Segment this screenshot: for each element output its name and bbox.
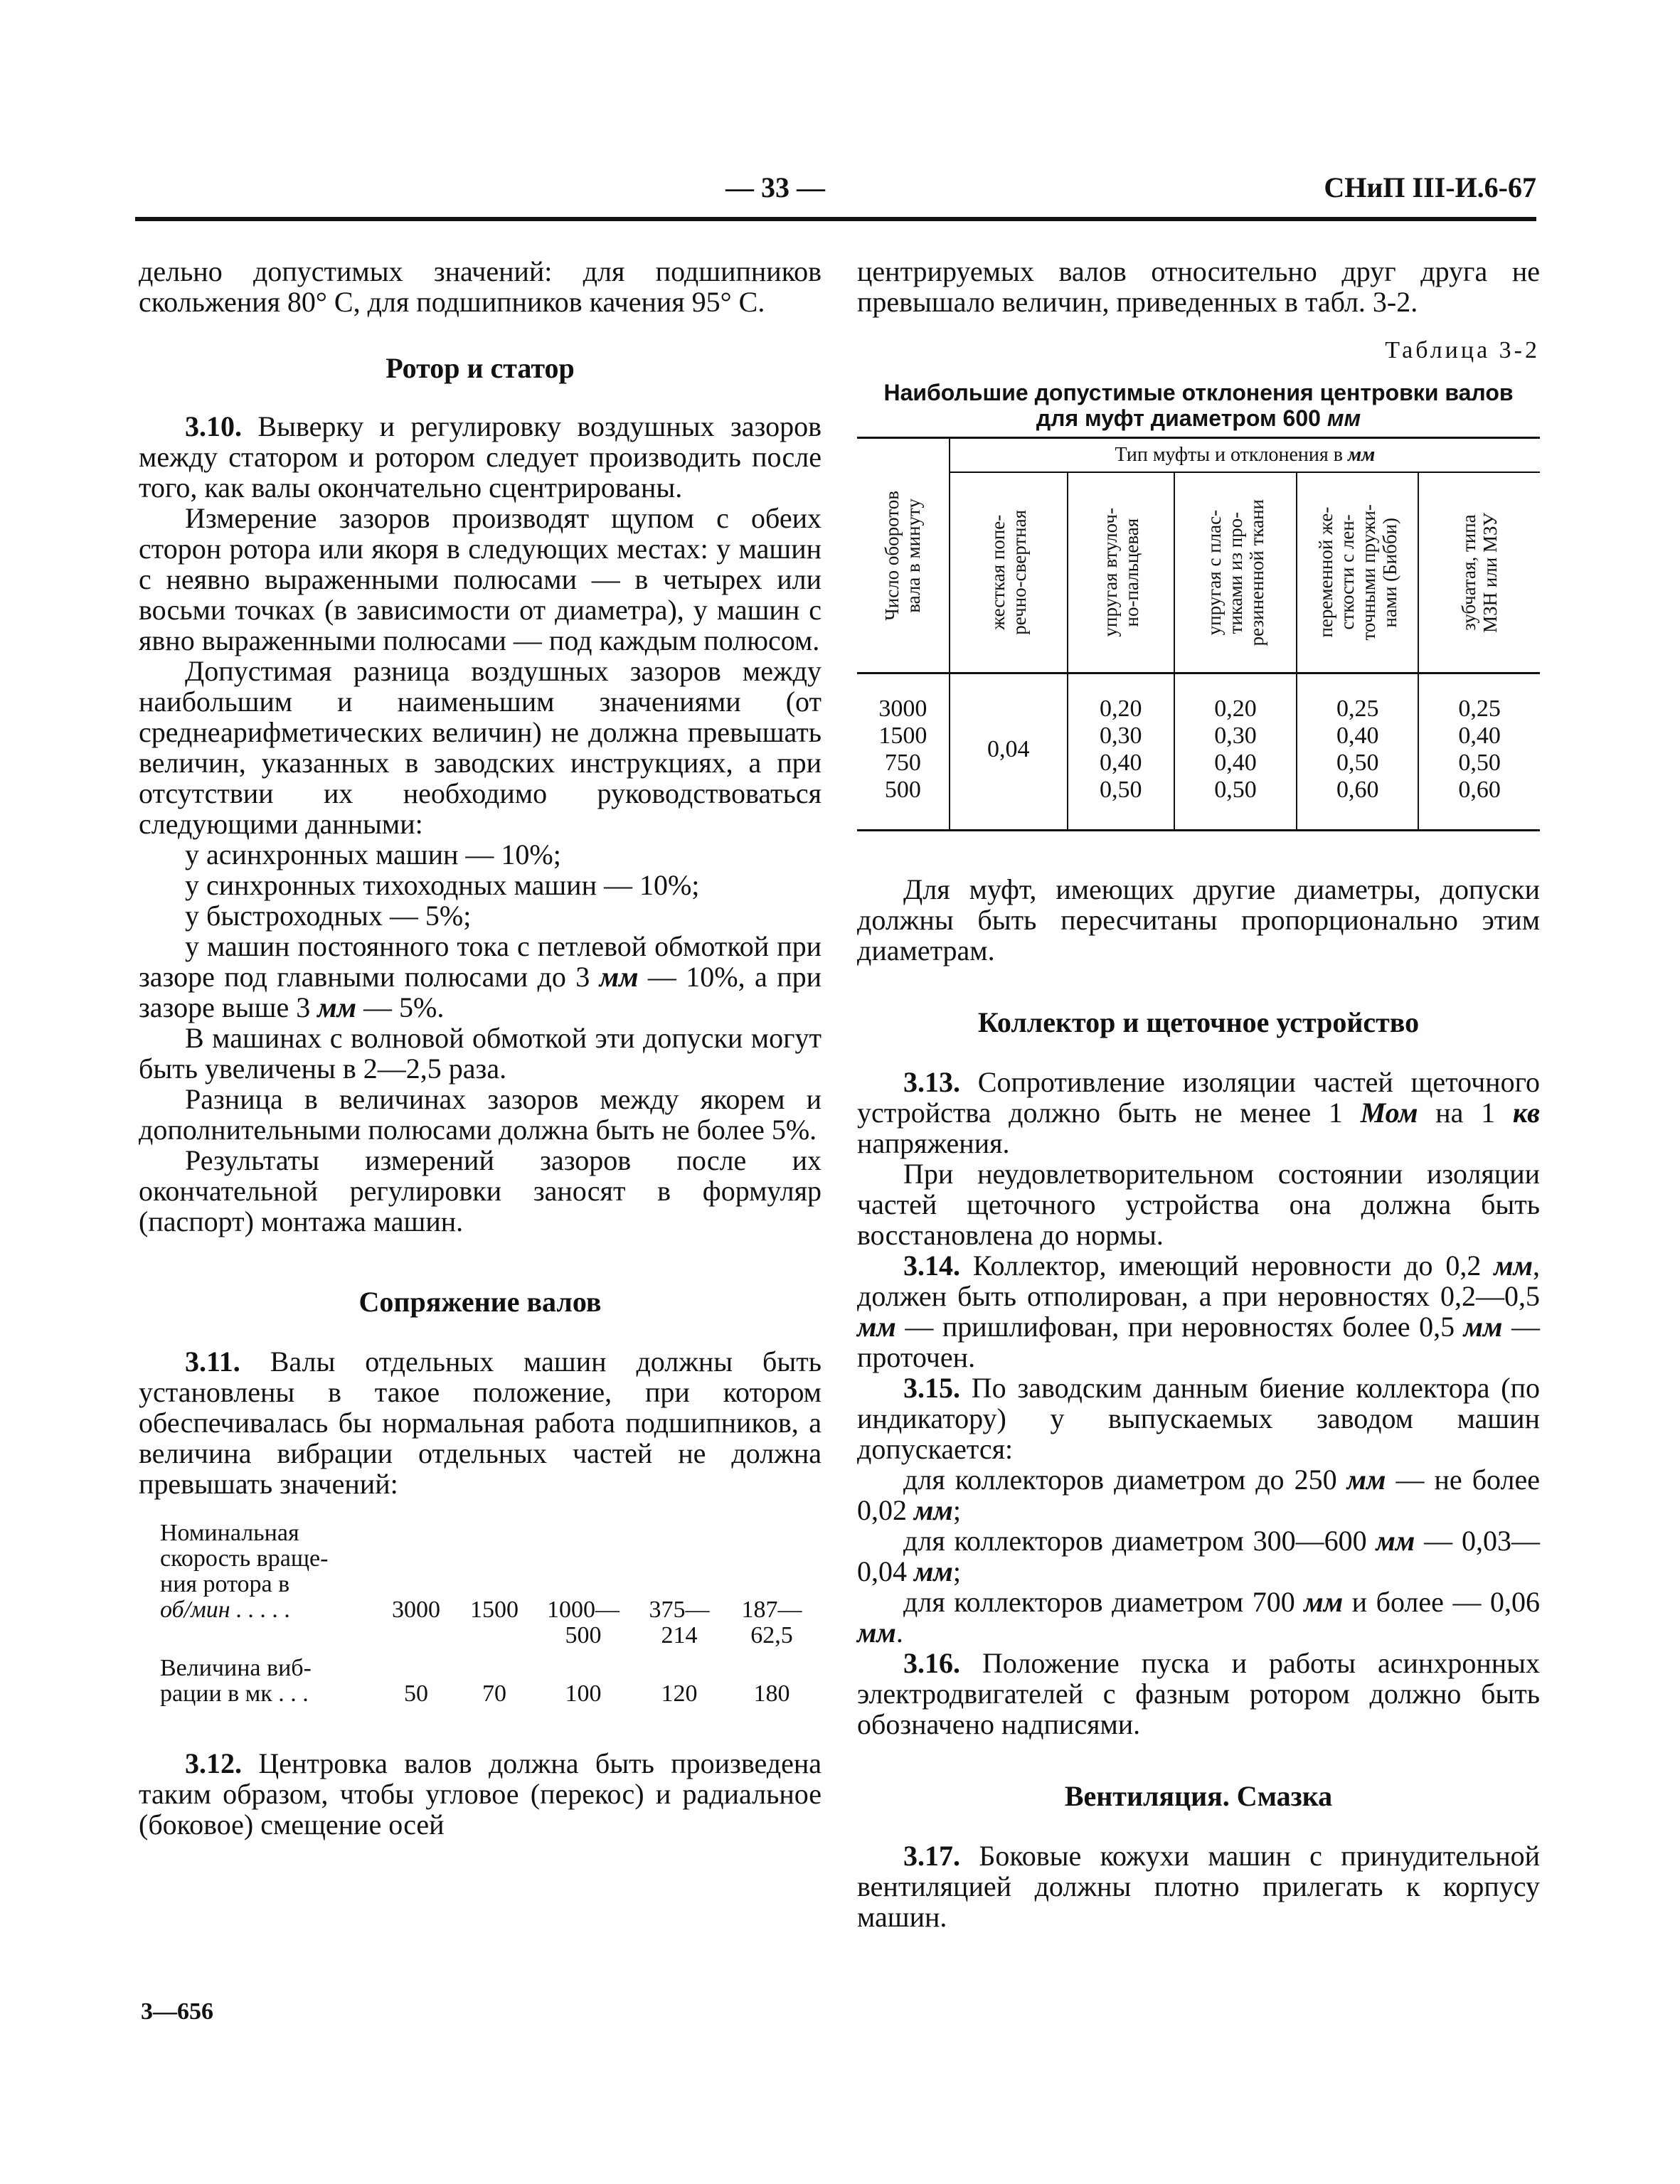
vibration-value: 50 xyxy=(404,1680,428,1707)
speed-value: 1500 xyxy=(470,1597,519,1623)
table-group-header: Тип муфты и отклонения в мм xyxy=(950,438,1540,473)
speed-value: 375— xyxy=(649,1597,710,1623)
list-item: для коллекторов диаметром до 250 мм — не более 0,02 мм; xyxy=(857,1464,1540,1526)
vibration-table xyxy=(139,1520,822,1720)
list-item: для коллекторов диаметром 300—600 мм — 0,03—0,04 мм; xyxy=(857,1525,1541,1587)
clause-3-11: 3.11. Валы отдельных машин должны быть установлены в такое положение, при котором обеспечивалась бы нормальная работа подшипников, а величина вибрации отдельных частей не должна превышать значений: xyxy=(139,1346,822,1500)
vibration-value: 70 xyxy=(482,1680,506,1707)
table-cell-rigid: 0,04 xyxy=(950,673,1068,831)
paragraph: дельно допустимых значений: для подшипников скольжения 80° С, для подшипников качения 95° С. xyxy=(139,255,822,318)
table-cell-bibby: 0,25 0,40 0,50 0,60 xyxy=(1297,673,1418,831)
table-header-col: упругая с плас- тиками из про- резиненной ткани xyxy=(1174,472,1297,673)
page-number: — 33 — xyxy=(725,171,825,203)
clause-3-12: 3.12. Центровка валов должна быть произведена таким образом, чтобы угловое (перекос) и радиальное (боковое) смещение осей xyxy=(139,1747,822,1841)
document-code: СНиП III-И.6-67 xyxy=(1324,171,1536,203)
section-heading-collector: Коллектор и щеточное устройство xyxy=(977,1006,1420,1038)
paragraph: Разница в величинах зазоров между якорем и дополнительными полюсами должна быть не более 5%. xyxy=(139,1083,822,1146)
clause-3-13: 3.13. Сопротивление изоляции частей щеточного устройства должно быть не менее 1 Мом на 1 кв напряжения. xyxy=(857,1066,1540,1159)
table-header-rpm: Число оборотов вала в минуту xyxy=(857,438,950,673)
clause-3-14: 3.14. Коллектор, имеющий неровности до 0,2 мм, должен быть отполирован, а при неровностях 0,2—0,5 мм — пришлифован, при неровностях более 0,5 мм — проточен. xyxy=(857,1250,1541,1373)
table-cell-rpm: 3000 1500 750 500 xyxy=(857,673,950,831)
left-column xyxy=(139,256,822,1840)
list-item: для коллекторов диаметром 700 мм и более — 0,06 мм. xyxy=(857,1586,1540,1648)
speed-label: Номинальная скорость враще- ния ротора в об/мин . . . . . xyxy=(160,1520,329,1623)
table-title: Наибольшие допустимые отклонения центровки валов для муфт диаметром 600 мм xyxy=(883,380,1514,431)
paragraph: центрируемых валов относительно друг друга не превышало величин, приведенных в табл. 3-2. xyxy=(857,255,1540,318)
paragraph: В машинах с волновой обмоткой эти допуски могут быть увеличены в 2—2,5 раза. xyxy=(139,1022,822,1085)
section-heading-ventilation: Вентиляция. Смазка xyxy=(1064,1780,1333,1812)
table-cell-rubber: 0,20 0,30 0,40 0,50 xyxy=(1174,673,1297,831)
speed-value: 500 xyxy=(565,1622,602,1648)
vibration-value: 120 xyxy=(661,1680,698,1707)
list-item: у быстроходных — 5%; xyxy=(185,900,472,932)
speed-value: 214 xyxy=(661,1622,698,1648)
right-column xyxy=(857,256,1540,1932)
paragraph: При неудовлетворительном состоянии изоляции частей щеточного устройства она должна быть восстановлена до нормы. xyxy=(857,1158,1540,1251)
speed-value: 187— xyxy=(741,1597,802,1623)
clause-3-10: 3.10. Выверку и регулировку воздушных зазоров между статором и ротором следует производить после того, как валы окончательно сцентрированы. xyxy=(139,410,822,504)
list-item: у синхронных тихоходных машин — 10%; xyxy=(185,869,700,901)
list-item: у машин постоянного тока с петлевой обмоткой при зазоре под главными полюсами до 3 мм — 10%, а при зазоре выше 3 мм — 5%. xyxy=(139,930,822,1023)
speed-value: 3000 xyxy=(392,1597,440,1623)
paragraph: Допустимая разница воздушных зазоров между наибольшим и наименьшим значениями (от среднеарифметических величин) не должна превышать величин, указанных в заводских инструкциях, а при отсутствии их необходимо руководствоваться следующими данными: xyxy=(139,655,822,840)
vibration-label: Величина виб- рации в мк . . . xyxy=(160,1655,312,1707)
table-header-col: упругая втулоч- но-пальцевая xyxy=(1068,472,1174,673)
clause-3-15: 3.15. По заводским данным биение коллектора (по индикатору) у выпускаемых заводом машин допускается: xyxy=(857,1372,1540,1465)
signature-mark: 3—656 xyxy=(141,1998,213,2025)
table-header-col: зубчатая, типа МЗН или МЗУ xyxy=(1418,472,1540,673)
table-cell-bushing: 0,20 0,30 0,40 0,50 xyxy=(1068,673,1174,831)
vibration-value: 100 xyxy=(565,1680,602,1707)
clause-3-16: 3.16. Положение пуска и работы асинхронных электродвигателей с фазным ротором должно быть обозначено надписями. xyxy=(857,1647,1540,1740)
table-header-col: жесткая попе- речно-свертная xyxy=(950,472,1068,673)
table-header-col: переменной же- сткости с лен- точными пружи- нами (Бибби) xyxy=(1297,472,1418,673)
header-rule xyxy=(135,217,1536,221)
table-cell-gear: 0,25 0,40 0,50 0,60 xyxy=(1418,673,1540,831)
vibration-value: 180 xyxy=(753,1680,790,1707)
speed-value: 1000— xyxy=(547,1597,620,1623)
paragraph: Результаты измерений зазоров после их окончательной регулировки заносят в формуляр (паспорт) монтажа машин. xyxy=(139,1144,822,1237)
alignment-table xyxy=(857,437,1540,831)
table-caption: Таблица 3-2 xyxy=(1385,337,1540,363)
clause-3-17: 3.17. Боковые кожухи машин с принудительной вентиляцией должны плотно прилегать к корпусу машин. xyxy=(857,1840,1540,1933)
page-header xyxy=(135,171,1536,213)
section-heading-rotor: Ротор и статор xyxy=(386,352,575,384)
list-item: у асинхронных машин — 10%; xyxy=(185,838,561,870)
speed-value: 62,5 xyxy=(750,1622,793,1648)
section-heading-shafts: Сопряжение валов xyxy=(358,1286,602,1318)
paragraph: Измерение зазоров производят щупом с обеих сторон ротора или якоря в следующих местах: у машин с неявно выраженными полюсами — в четырех или восьми точках (в зависимости от диаметра), у машин с явно выраженными полюсами — под каждым полюсом. xyxy=(139,502,822,656)
paragraph: Для муфт, имеющих другие диаметры, допуски должны быть пересчитаны пропорционально этим диаметрам. xyxy=(857,873,1540,966)
